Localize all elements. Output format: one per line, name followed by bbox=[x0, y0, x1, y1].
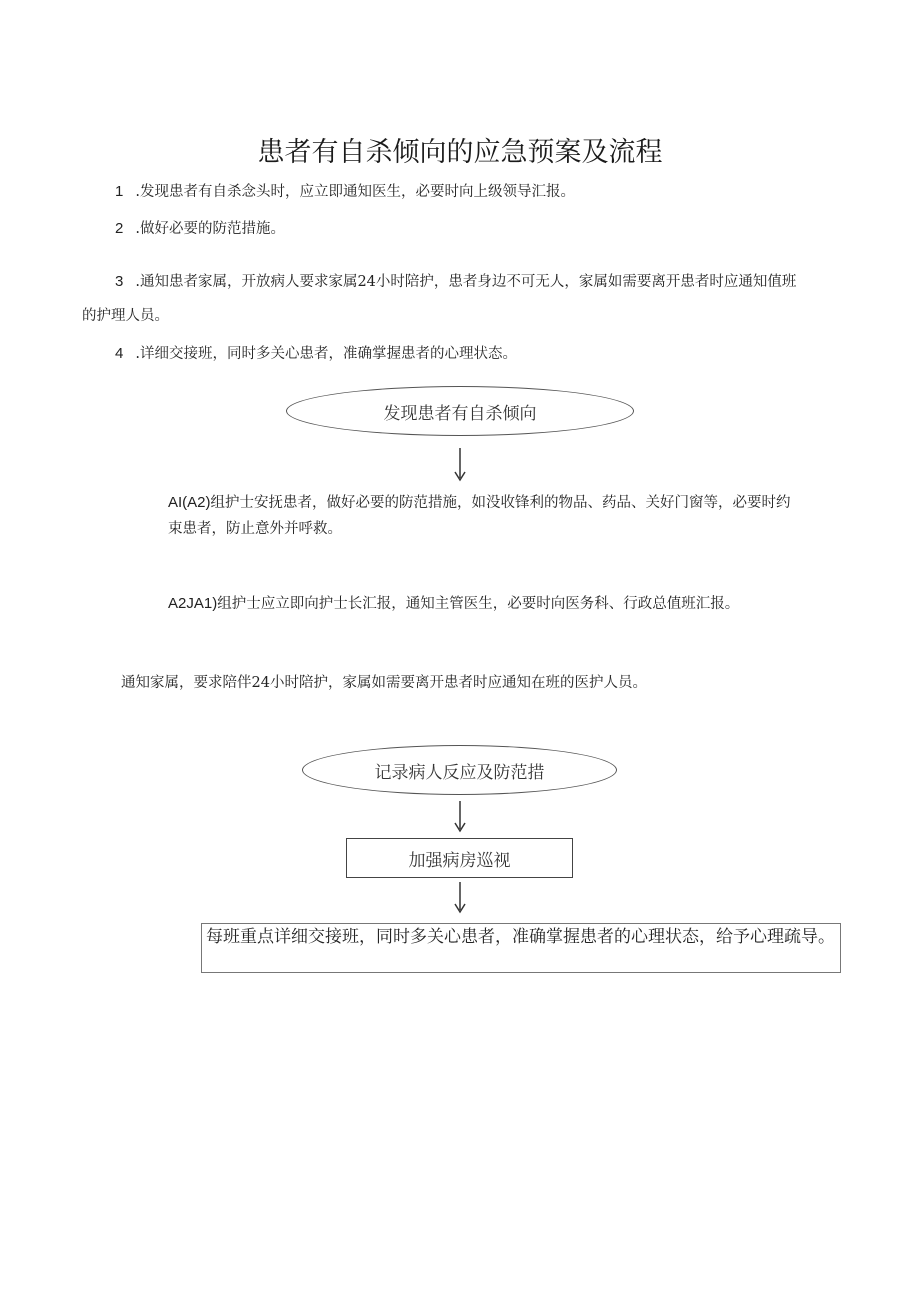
step-number: 1 bbox=[115, 183, 124, 200]
page-title: 患者有自杀倾向的应急预案及流程 bbox=[257, 137, 663, 168]
step-text: .做好必要的防范措施。 bbox=[135, 221, 285, 237]
step-number: 4 bbox=[115, 345, 124, 362]
flow-step-text: 组护士应立即向护士长汇报，通知主管医生，必要时向医务科、行政总值班汇报。 bbox=[217, 596, 740, 612]
step-3-continuation: 的护理人员。 bbox=[82, 308, 169, 324]
arrow-down-icon bbox=[454, 801, 466, 833]
arrow-down-icon bbox=[454, 448, 466, 482]
flow-step-prefix: AI(A2) bbox=[168, 494, 211, 511]
step-3 bbox=[115, 270, 796, 294]
step-number: 3 bbox=[115, 273, 124, 290]
step-2 bbox=[115, 217, 285, 241]
step-1 bbox=[115, 180, 575, 204]
step-4 bbox=[115, 342, 517, 366]
flow-step-prefix: A2JA1) bbox=[168, 595, 218, 612]
flow-node-record bbox=[302, 745, 617, 795]
flow-step-a1-continuation: 束患者，防止意外并呼救。 bbox=[168, 521, 342, 537]
step-text: .通知患者家属，开放病人要求家属24小时陪护，患者身边不可无人，家属如需要离开患者时应通知值班 bbox=[135, 274, 797, 290]
flow-notify-family: 通知家属，要求陪伴24小时陪护，家属如需要离开患者时应通知在班的医护人员。 bbox=[121, 675, 647, 691]
step-text: .详细交接班，同时多关心患者，准确掌握患者的心理状态。 bbox=[135, 346, 517, 362]
flow-node-label: 记录病人反应及防范措 bbox=[374, 762, 545, 783]
flow-node-discover bbox=[286, 386, 634, 436]
flow-step-a2 bbox=[168, 592, 739, 616]
flow-node-label: 加强病房巡视 bbox=[408, 850, 511, 871]
step-text: .发现患者有自杀念头时，应立即通知医生，必要时向上级领导汇报。 bbox=[135, 184, 575, 200]
flow-node-label: 发现患者有自杀倾向 bbox=[383, 403, 537, 424]
flow-node-patrol bbox=[346, 838, 573, 878]
flow-node-handover: 每班重点详细交接班，同时多关心患者，准确掌握患者的心理状态，给予心理疏导。 bbox=[201, 923, 841, 973]
flow-step-text: 组护士安抚患者，做好必要的防范措施，如没收锋利的物品、药品、关好门窗等，必要时约 bbox=[210, 495, 791, 511]
step-number: 2 bbox=[115, 220, 124, 237]
flow-step-a1 bbox=[168, 491, 791, 515]
arrow-down-icon bbox=[454, 882, 466, 914]
